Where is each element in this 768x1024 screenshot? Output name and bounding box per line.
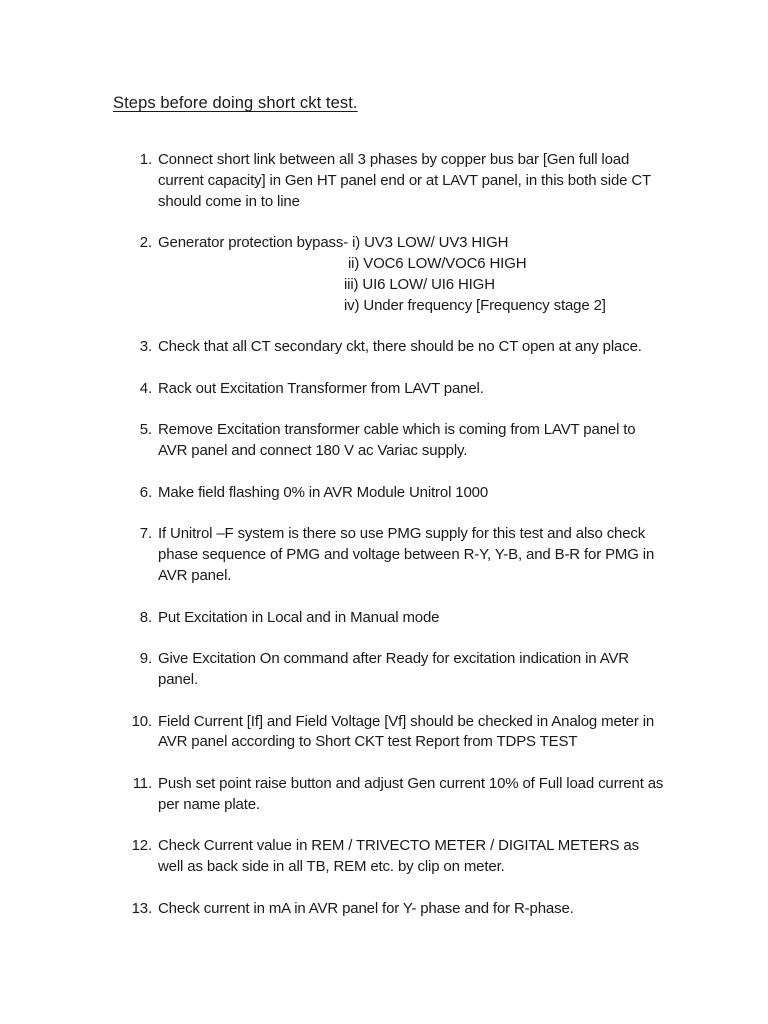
list-item bbox=[0, 836, 768, 878]
step-number: 10. bbox=[131, 712, 152, 730]
step-text bbox=[158, 379, 678, 400]
step-number: 7. bbox=[139, 525, 152, 543]
step-line: panel. bbox=[158, 670, 198, 688]
step-line: per name plate. bbox=[158, 795, 260, 813]
list-item bbox=[0, 233, 768, 316]
step-line: Put Excitation in Local and in Manual mode bbox=[158, 608, 440, 626]
step-text bbox=[158, 899, 678, 920]
list-item bbox=[0, 649, 768, 691]
step-line: Field Current [If] and Field Voltage [Vf] should be checked in Analog meter in bbox=[158, 712, 655, 730]
step-line: Generator protection bypass- i) UV3 LOW/ UV3 HIGH bbox=[158, 234, 509, 252]
step-number: 5. bbox=[139, 421, 152, 439]
step-text bbox=[158, 712, 678, 754]
list-item bbox=[0, 899, 768, 920]
step-text bbox=[158, 774, 678, 816]
step-text bbox=[158, 337, 678, 358]
list-item bbox=[0, 608, 768, 629]
list-item bbox=[0, 379, 768, 400]
step-number: 6. bbox=[139, 483, 152, 501]
list-item bbox=[0, 420, 768, 462]
step-line: should come in to line bbox=[158, 192, 300, 210]
step-text bbox=[158, 150, 678, 212]
step-line: Check Current value in REM / TRIVECTO METER / DIGITAL METERS as bbox=[158, 837, 639, 855]
step-line: AVR panel. bbox=[158, 566, 232, 584]
list-item bbox=[0, 483, 768, 504]
step-line: Make field flashing 0% in AVR Module Unitrol 1000 bbox=[158, 483, 489, 501]
step-line: Rack out Excitation Transformer from LAVT panel. bbox=[158, 379, 484, 397]
step-number: 3. bbox=[139, 338, 152, 356]
bypass-sub-item: ii) VOC6 LOW/VOC6 HIGH bbox=[348, 254, 527, 272]
list-item bbox=[0, 712, 768, 754]
step-line: well as back side in all TB, REM etc. by clip on meter. bbox=[158, 858, 505, 876]
step-number: 2. bbox=[139, 234, 152, 252]
step-text bbox=[158, 608, 678, 629]
step-text bbox=[158, 836, 678, 878]
step-line: AVR panel according to Short CKT test Report from TDPS TEST bbox=[158, 733, 578, 751]
step-text bbox=[158, 524, 678, 586]
step-number: 11. bbox=[132, 774, 152, 792]
step-number: 1. bbox=[139, 151, 152, 168]
list-item bbox=[0, 150, 768, 212]
list-item bbox=[0, 337, 768, 358]
step-line: AVR panel and connect 180 V ac Variac supply. bbox=[158, 442, 468, 460]
step-text bbox=[158, 649, 678, 691]
list-item bbox=[0, 774, 768, 816]
step-line: Connect short link between all 3 phases by copper bus bar [Gen full load bbox=[158, 151, 630, 168]
step-number: 9. bbox=[139, 650, 152, 668]
step-text bbox=[158, 420, 678, 462]
step-line: Remove Excitation transformer cable which is coming from LAVT panel to bbox=[158, 421, 636, 439]
list-item bbox=[0, 524, 768, 586]
step-number: 13. bbox=[131, 899, 152, 917]
document-title: Steps before doing short ckt test. bbox=[113, 94, 358, 112]
step-line: Give Excitation On command after Ready for excitation indication in AVR bbox=[158, 650, 629, 668]
step-number: 8. bbox=[139, 608, 152, 626]
step-number: 12. bbox=[131, 837, 152, 855]
step-line: phase sequence of PMG and voltage between R-Y, Y-B, and B-R for PMG in bbox=[158, 546, 655, 564]
bypass-sub-item: iv) Under frequency [Frequency stage 2] bbox=[344, 296, 606, 314]
step-line: Check current in mA in AVR panel for Y- phase and for R-phase. bbox=[158, 899, 574, 917]
step-line: current capacity] in Gen HT panel end or at LAVT panel, in this both side CT bbox=[158, 171, 652, 189]
step-line: Check that all CT secondary ckt, there should be no CT open at any place. bbox=[158, 338, 642, 356]
step-line: If Unitrol –F system is there so use PMG supply for this test and also check bbox=[158, 525, 646, 543]
step-text bbox=[158, 233, 678, 316]
bypass-sub-item: iii) UI6 LOW/ UI6 HIGH bbox=[344, 275, 495, 293]
steps-list bbox=[0, 150, 768, 940]
step-text bbox=[158, 483, 678, 504]
step-line: Push set point raise button and adjust Gen current 10% of Full load current as bbox=[158, 774, 664, 792]
step-number: 4. bbox=[139, 379, 152, 397]
